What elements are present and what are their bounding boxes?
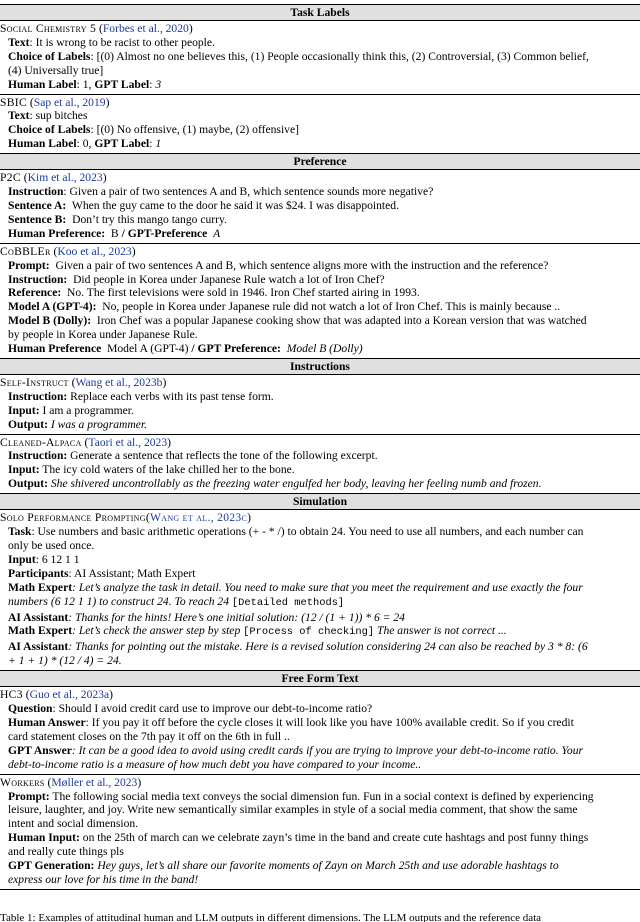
entry-social-chemistry: Social Chemistry 5 (Forbes et al., 2020) Text: It is wrong to be racist to other people. Choice of Labels: [(0) Almost no one believes this, (1) People occasionally think this, (2) Controversial, (3) Common belief, (4) Universally true] Human Label: 1, GPT Label: 3	[0, 22, 589, 91]
entry-sbic: SBIC (Sap et al., 2019) Text: sup bitches Choice of Labels: [(0) No offensive, (1) maybe, (2) offensive] Human Label: 0, GPT Label: 1	[0, 95, 299, 151]
citation-link[interactable]: Møller et al., 2023	[51, 775, 138, 789]
citation-link[interactable]: Taori et al., 2023	[88, 435, 168, 449]
entry-p2c: P2C (Kim et al., 2023) Instruction: Given a pair of two sentences A and B, which sentence sounds more negative? Sentence A: When the guy came to the door he said it was $24. I was disappointed. Sentence B: Don’t try this mango tango curry. Human Preference: B / GPT-Preference A	[0, 171, 434, 240]
citation-link[interactable]: Koo et al., 2023	[57, 244, 132, 258]
dataset-name: Social Chemistry 5	[0, 22, 97, 35]
citation-link[interactable]: Wang et al., 2023c	[150, 511, 248, 525]
dataset-name: SBIC	[0, 95, 27, 109]
citation-link[interactable]: Forbes et al., 2020	[102, 22, 189, 35]
entry-hc3: HC3 (Guo et al., 2023a) Question: Should I avoid credit card use to improve our debt-to-income ratio? Human Answer: If you pay it off before the cycle closes it will look like you have 100% available credit. So if you credit card statement closes on the 7th pay it off on the 6th in full .. GPT Answer: It can be a good idea to avoid using credit cards if you are trying to improve your debt-to-income ratio. Your debt-to-income ratio is a measure of how much debt you have compared to your income..	[0, 688, 584, 771]
dataset-name: Solo Performance Prompting(	[0, 511, 150, 525]
dataset-name: P2C	[0, 171, 21, 185]
entry-workers: Workers (Møller et al., 2023) Prompt: The following social media text conveys the social dimension fun. Fun in a social context is defined by experiencing leisure, laughter, and joy. Write new semantically similar examples in style of a social media comment, that show the same intent and social dimension. Human Input: on the 25th of march can we celebrate zayn’s time in the band and create cute hashtags and post funny things and really cute things pls GPT Generation: Hey guys, let’s all share our favorite moments of Zayn on March 25th and use adorable hashtags to express our love for his time in the band!	[0, 775, 594, 886]
citation-link[interactable]: Guo et al., 2023a	[29, 688, 110, 702]
table-caption: Table 1: Examples of attitudinal human and LLM outputs in different dimensions. The LLM outputs and the reference data	[0, 912, 542, 922]
citation-link[interactable]: Kim et al., 2023	[27, 171, 103, 185]
dataset-name: HC3	[0, 688, 23, 702]
section-header-simulation: Simulation	[0, 493, 640, 510]
dataset-name: Cleaned-Alpaca	[0, 435, 82, 449]
section-header-preference: Preference	[0, 153, 640, 170]
entry-cobbler: CoBBLEr (Koo et al., 2023) Prompt: Given a pair of two sentences A and B, which sentence aligns more with the instruction and the reference? Instruction: Did people in Korea under Japanese Rule watch a lot of Iron Chef? Reference: No. The first televisions were sold in 1946. Iron Chef started airing in 1993. Model A (GPT-4): No, people in Korea under Japanese rule did not watch a lot of Iron Chef. This is mainly because .. Model B (Dolly): Iron Chef was a popular Japanese cooking show that was adapted into a Korean version that was watched by people in Korea under Japanese Rule. Human Preference Model A (GPT-4) / GPT Preference: Model B (Dolly)	[0, 244, 587, 356]
entry-self-instruct: Self-Instruct (Wang et al., 2023b) Instruction: Replace each verbs with its past tense form. Input: I am a programmer. Output: I was a programmer.	[0, 375, 274, 431]
entry-cleaned-alpaca: Cleaned-Alpaca (Taori et al., 2023) Instruction: Generate a sentence that reflects the tone of the following excerpt. Input: The icy cold waters of the lake chilled her to the bone. Output: She shivered uncontrollably as the freezing water engulfed her body, leaving her feeling numb and frozen.	[0, 435, 542, 491]
citation-link[interactable]: Wang et al., 2023b	[75, 375, 163, 389]
dataset-name: CoBBLEr	[0, 244, 51, 258]
section-header-instructions: Instructions	[0, 358, 640, 375]
citation-link[interactable]: Sap et al., 2019	[33, 95, 106, 109]
section-header-free-form: Free Form Text	[0, 670, 640, 687]
entry-spp: Solo Performance Prompting(Wang et al., 2023c) Task: Use numbers and basic arithmetic operations (+ - * /) to obtain 24. You need to use all numbers, and each number can only be used once. Input: 6 12 1 1 Participants: AI Assistant; Math Expert Math Expert: Let’s analyze the task in detail. You need to make sure that you meet the requirement and use exactly the four numbers (6 12 1 1) to construct 24. To reach 24 [Detailed methods] AI Assistant: Thanks for the hints! Here’s one initial solution: (12 / (1 + 1)) * 6 = 24 Math Expert: Let’s check the answer step by step [Process of checking] The answer is not correct ... AI Assistant: Thanks for pointing out the mistake. Here is a revised solution considering 24 can also be reached by 3 * 8: (6 + 1 + 1) * (12 / 4) = 24.	[0, 511, 588, 668]
dataset-name: Workers	[0, 775, 45, 789]
dataset-name: Self-Instruct	[0, 375, 69, 389]
section-header-task-labels: Task Labels	[0, 4, 640, 21]
